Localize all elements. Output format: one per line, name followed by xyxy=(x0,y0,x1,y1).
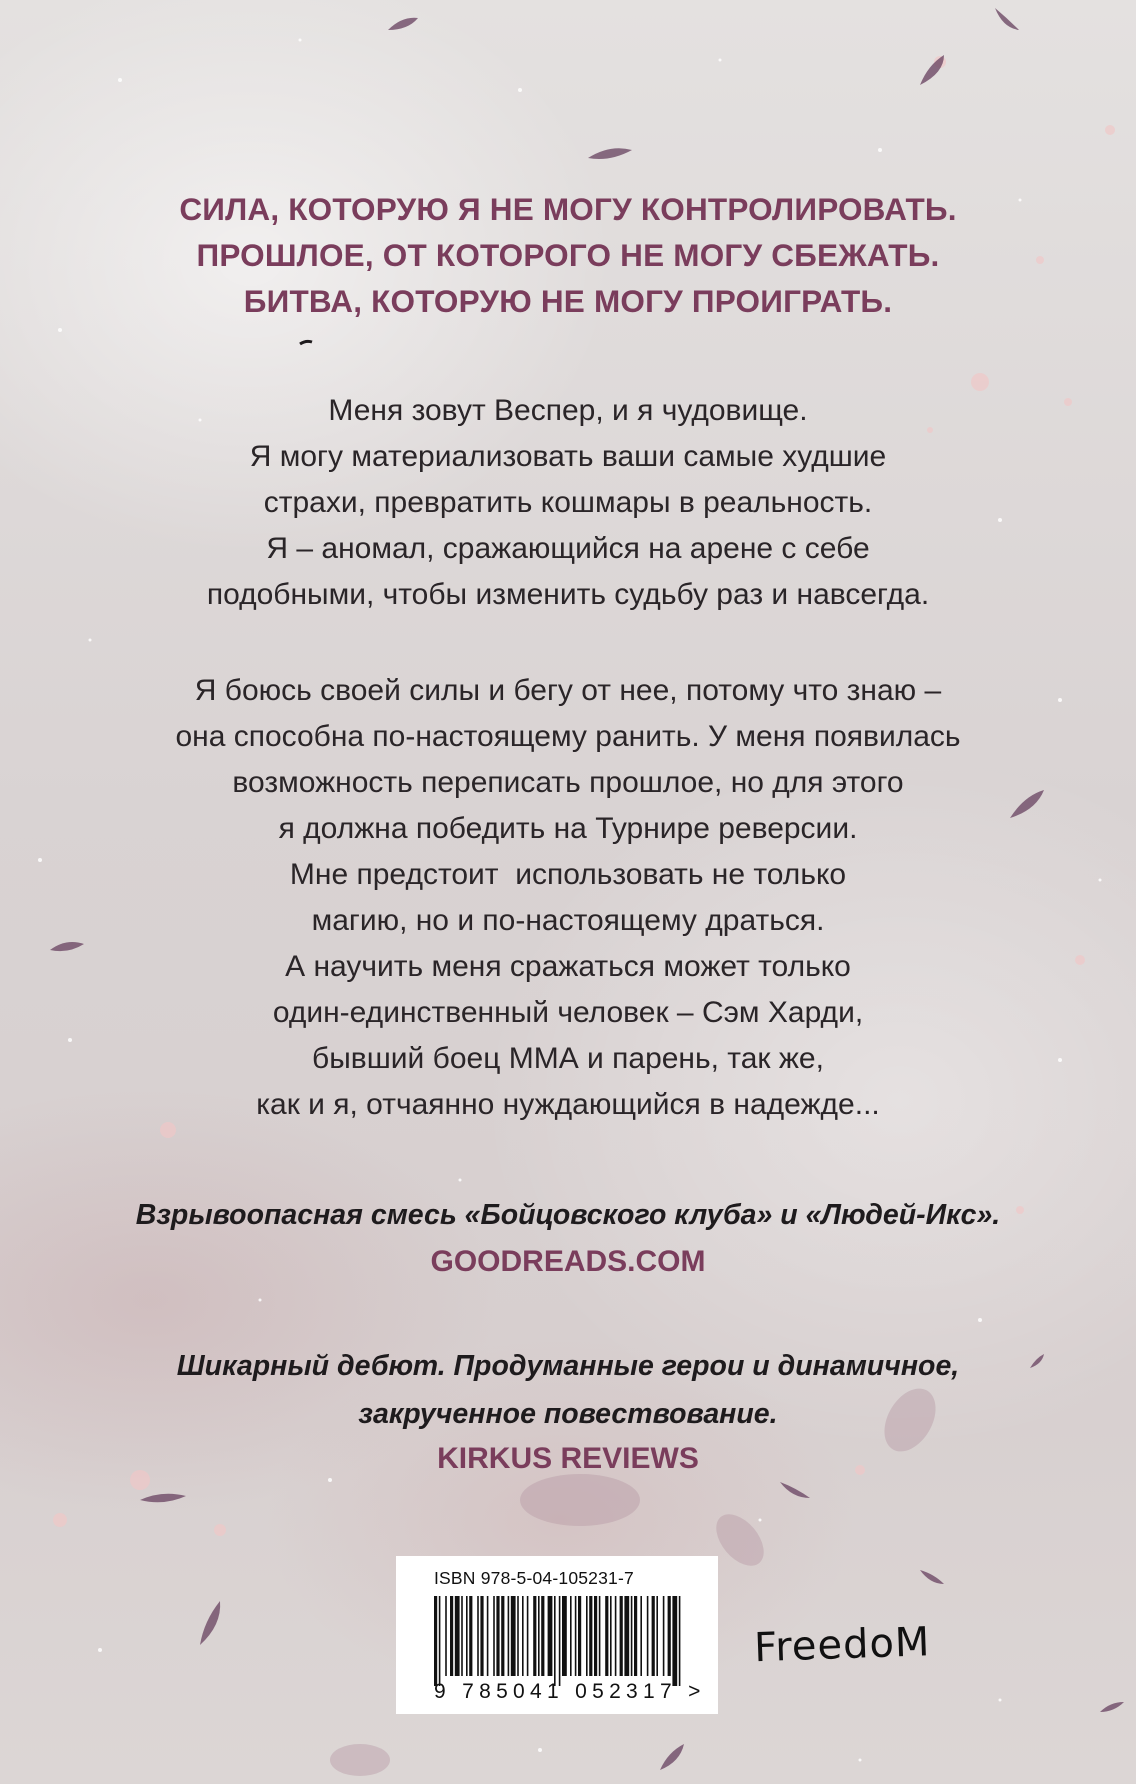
barcode-bar xyxy=(533,1596,536,1676)
barcode-bar xyxy=(511,1596,516,1676)
barcode-bar xyxy=(434,1596,437,1686)
blurb-line: бывший боец ММА и парень, так же, xyxy=(312,1042,824,1075)
barcode-bar xyxy=(652,1596,655,1676)
barcode-bar xyxy=(605,1596,608,1676)
barcode-bar xyxy=(672,1596,677,1686)
review-quote-1 xyxy=(0,1191,1136,1239)
blurb-line: один-единственный человек – Сэм Харди, xyxy=(272,996,864,1029)
barcode-bar xyxy=(538,1596,540,1676)
barcode-bar xyxy=(656,1596,658,1676)
review-quote-line: Шикарный дебют. Продуманные герои и динамичное, xyxy=(176,1350,960,1382)
blurb-line: возможность переписать прошлое, но для этого xyxy=(232,766,904,799)
barcode-bar xyxy=(668,1596,671,1676)
barcode-bar xyxy=(554,1596,556,1686)
barcode-bar xyxy=(610,1596,612,1676)
barcode-bar xyxy=(620,1596,623,1676)
barcode-bar xyxy=(594,1596,597,1676)
blurb-line: как и я, отчаянно нуждающийся в надежде... xyxy=(256,1088,880,1121)
blurb-line: подобными, чтобы изменить судьбу раз и навсегда. xyxy=(206,578,930,611)
blurb-line: Я могу материализовать ваши самые худшие xyxy=(249,440,887,473)
publisher-logo xyxy=(752,1612,942,1672)
barcode-bar xyxy=(570,1596,572,1676)
barcode-bar xyxy=(640,1596,642,1676)
barcode-bar xyxy=(578,1596,581,1676)
barcode-bar xyxy=(548,1596,553,1676)
barcode-bar xyxy=(480,1596,483,1676)
barcode-bar xyxy=(559,1596,561,1686)
barcode-bar xyxy=(493,1596,495,1676)
barcode-bar xyxy=(541,1596,544,1676)
blurb-line: Я боюсь своей силы и бегу от нее, потому что знаю – xyxy=(194,674,942,707)
blurb-line: А научить меня сражаться может только xyxy=(285,950,851,983)
review-quote-2 xyxy=(0,1342,1136,1438)
barcode-bar xyxy=(624,1596,629,1676)
barcode-bar xyxy=(508,1596,510,1676)
blurb-line: страхи, превратить кошмары в реальность. xyxy=(263,486,873,519)
review-source-2: KIRKUS REVIEWS xyxy=(437,1442,699,1475)
barcode-bar xyxy=(445,1596,447,1676)
blurb-line: Меня зовут Веспер, и я чудовище. xyxy=(328,394,808,427)
barcode-bar xyxy=(634,1596,637,1676)
blurb-line: Мне предстоит использовать не только xyxy=(289,858,847,891)
barcode-bar xyxy=(517,1596,519,1676)
barcode-bar xyxy=(461,1596,463,1676)
barcode-bar xyxy=(589,1596,592,1676)
isbn-barcode xyxy=(396,1556,718,1714)
barcode-digits: 9 785041 052317 > xyxy=(434,1680,706,1703)
barcode-bar xyxy=(586,1596,588,1676)
barcode-bar xyxy=(631,1596,633,1676)
review-quote-line: Взрывоопасная смесь «Бойцовского клуба» и «Людей-Икс». xyxy=(135,1199,1001,1231)
barcode-bar xyxy=(522,1596,524,1676)
barcode-bar xyxy=(527,1596,529,1676)
barcode-bar xyxy=(450,1596,453,1676)
blurb-paragraph-1 xyxy=(0,388,1136,618)
barcode-bar xyxy=(455,1596,460,1676)
review-source-1: GOODREADS.COM xyxy=(430,1245,706,1278)
tagline-line: СИЛА, КОТОРУЮ Я НЕ МОГУ КОНТРОЛИРОВАТЬ. xyxy=(179,191,957,227)
barcode-bar xyxy=(647,1596,649,1676)
barcode-bar xyxy=(575,1596,577,1676)
barcode-bar xyxy=(663,1596,665,1676)
barcode-bar xyxy=(599,1596,601,1676)
blurb-line: магию, но и по-настоящему драться. xyxy=(311,904,825,937)
publisher-logo-text: FreedoM xyxy=(753,1619,932,1672)
isbn-label: ISBN 978-5-04-105231-7 xyxy=(434,1568,634,1588)
blurb-line: она способна по-настоящему ранить. У меня появилась xyxy=(175,720,961,753)
tagline-line: ПРОШЛОЕ, ОТ КОТОРОГО НЕ МОГУ СБЕЖАТЬ. xyxy=(196,237,940,273)
review-quote-line: закрученное повествование. xyxy=(358,1398,778,1430)
tagline-line: БИТВА, КОТОРУЮ НЕ МОГУ ПРОИГРАТЬ. xyxy=(243,283,893,319)
barcode-bar xyxy=(466,1596,468,1676)
barcode-bar xyxy=(469,1596,472,1676)
tagline xyxy=(0,186,1136,324)
barcode-bar xyxy=(439,1596,441,1686)
barcode-bar xyxy=(496,1596,499,1676)
barcode-bar xyxy=(487,1596,489,1676)
barcode-bar xyxy=(562,1596,567,1676)
barcode-bar xyxy=(477,1596,479,1676)
barcode-bar xyxy=(679,1596,681,1686)
barcode-bar xyxy=(501,1596,504,1676)
blurb-paragraph-2 xyxy=(0,668,1136,1128)
blurb-line: Я – аномал, сражающийся на арене с себе xyxy=(266,532,870,565)
blurb-line: я должна победить на Турнире реверсии. xyxy=(278,812,858,845)
barcode-bar xyxy=(615,1596,617,1676)
